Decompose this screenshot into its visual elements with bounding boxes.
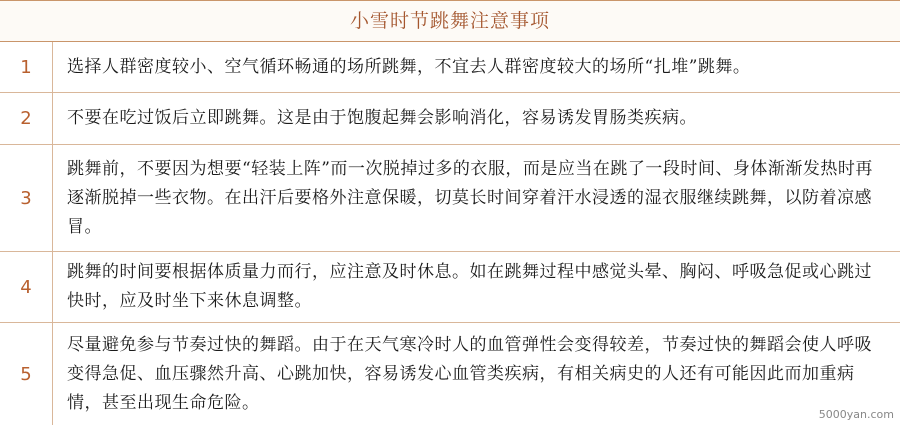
row-number: 5: [0, 323, 53, 425]
row-number: 4: [0, 252, 53, 322]
table-row: [0, 145, 900, 252]
watermark: 5000yan.com: [818, 408, 894, 421]
row-number: 2: [0, 93, 53, 144]
row-text: 选择人群密度较小、空气循环畅通的场所跳舞，不宜去人群密度较大的场所“扎堆”跳舞。: [67, 56, 751, 77]
row-text: 尽量避免参与节奏过快的舞蹈。由于在天气寒冷时人的血管弹性会变得较差，节奏过快的舞蹈会使人呼吸变得急促、血压骤然升高、心跳加快，容易诱发心血管类疾病，有相关病史的人还有可能因此而加重病情，甚至出现生命危险。: [67, 334, 872, 413]
table-row: [0, 252, 900, 323]
table-row: [0, 42, 900, 93]
table-row: [0, 93, 900, 145]
row-text: 跳舞前，不要因为想要“轻装上阵”而一次脱掉过多的衣服，而是应当在跳了一段时间、身体渐渐发热时再逐渐脱掉一些衣物。在出汗后要格外注意保暖，切莫长时间穿着汗水浸透的湿衣服继续跳舞，以防着凉感冒。: [67, 158, 873, 237]
row-number: 3: [0, 145, 53, 251]
row-text: 不要在吃过饭后立即跳舞。这是由于饱腹起舞会影响消化，容易诱发胃肠类疾病。: [67, 108, 697, 128]
row-text: 跳舞的时间要根据体质量力而行，应注意及时休息。如在跳舞过程中感觉头晕、胸闷、呼吸急促或心跳过快时，应及时坐下来休息调整。: [67, 262, 872, 311]
table-row: [0, 323, 900, 425]
table-title: 小雪时节跳舞注意事项: [0, 0, 900, 42]
row-number: 1: [0, 42, 53, 92]
